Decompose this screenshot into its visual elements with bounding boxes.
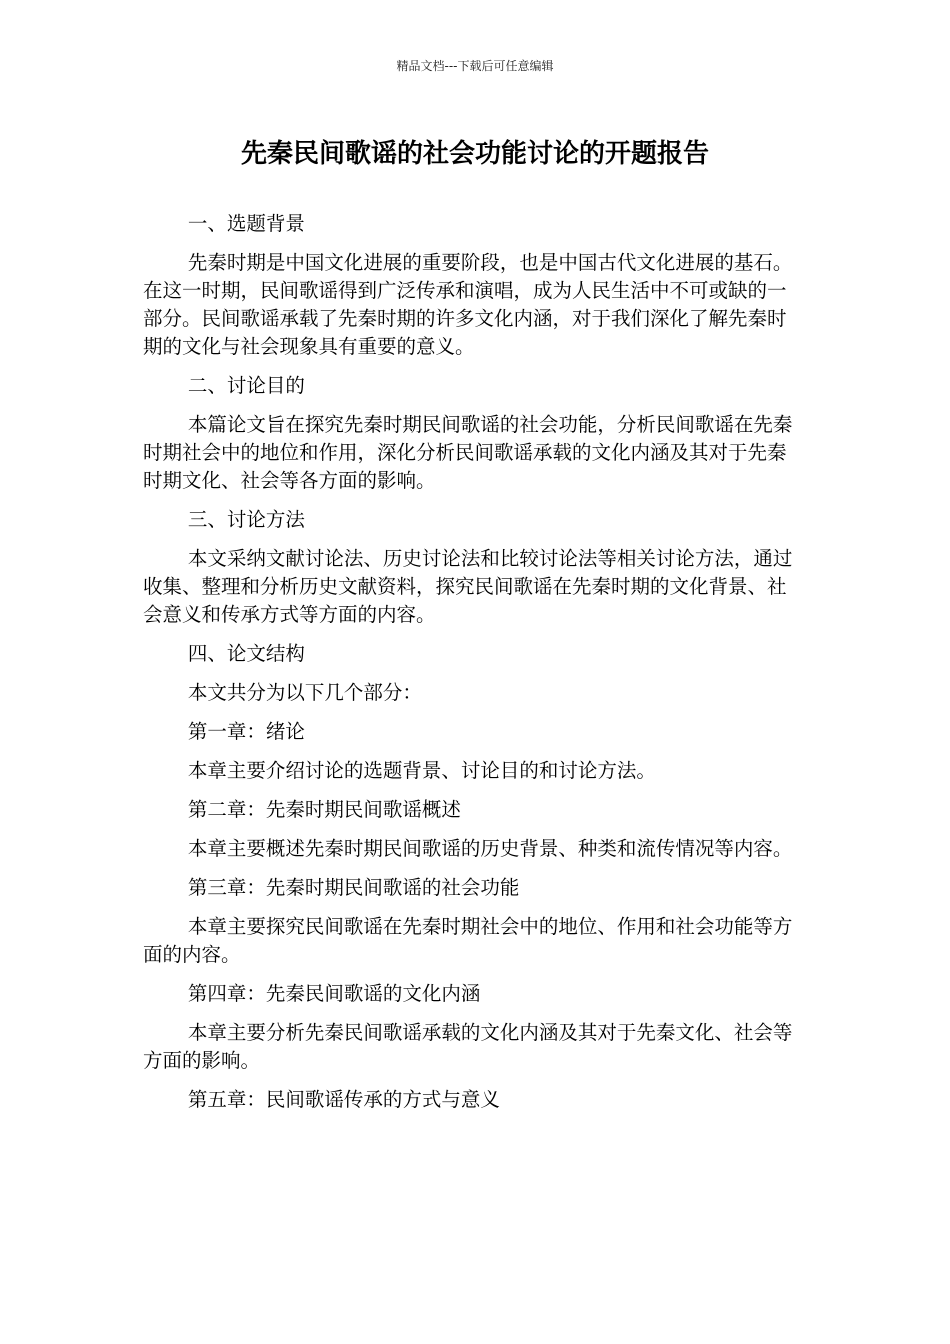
- chapter-heading-4: 第四章：先秦民间歌谣的文化内涵: [187, 982, 481, 1005]
- section-heading-method: 三、讨论方法: [187, 508, 305, 531]
- chapter-summary-1: 本章主要介绍讨论的选题背景、讨论目的和讨论方法。: [187, 759, 656, 782]
- chapter-heading-3: 第三章：先秦时期民间歌谣的社会功能: [187, 876, 520, 899]
- chapter-heading-2: 第二章：先秦时期民间歌谣概述: [187, 798, 461, 821]
- page-header: 精品文档---下载后可任意编辑: [396, 59, 554, 73]
- document-body: [143, 210, 793, 1125]
- section-heading-purpose: 二、讨论目的: [187, 374, 305, 397]
- chapter-summary-3: 本章主要探究民间歌谣在先秦时期社会中的地位、作用和社会功能等方面的内容。: [143, 915, 793, 966]
- paragraph-purpose: 本篇论文旨在探究先秦时期民间歌谣的社会功能，分析民间歌谣在先秦时期社会中的地位和作用，深化分析民间歌谣承载的文化内涵及其对于先秦时期文化、社会等各方面的影响。: [143, 413, 793, 492]
- paragraph-structure-intro: 本文共分为以下几个部分：: [187, 681, 422, 704]
- paragraph-method: 本文采纳文献讨论法、历史讨论法和比较讨论法等相关讨论方法，通过收集、整理和分析历史文献资料，探究民间歌谣在先秦时期的文化背景、社会意义和传承方式等方面的内容。: [143, 547, 793, 626]
- chapter-summary-4: 本章主要分析先秦民间歌谣承载的文化内涵及其对于先秦文化、社会等方面的影响。: [143, 1021, 793, 1072]
- paragraph-background: 先秦时期是中国文化进展的重要阶段，也是中国古代文化进展的基石。在这一时期，民间歌谣得到广泛传承和演唱，成为人民生活中不可或缺的一部分。民间歌谣承载了先秦时期的许多文化内涵，对于我们深化了解先秦时期的文化与社会现象具有重要的意义。: [143, 251, 793, 358]
- chapter-heading-5: 第五章：民间歌谣传承的方式与意义: [187, 1088, 500, 1111]
- section-heading-structure: 四、论文结构: [187, 642, 305, 665]
- chapter-heading-1: 第一章：绪论: [187, 720, 305, 743]
- document-title: 先秦民间歌谣的社会功能讨论的开题报告: [240, 139, 709, 169]
- chapter-summary-2: 本章主要概述先秦时期民间歌谣的历史背景、种类和流传情况等内容。: [187, 837, 793, 860]
- section-heading-background: 一、选题背景: [187, 212, 305, 235]
